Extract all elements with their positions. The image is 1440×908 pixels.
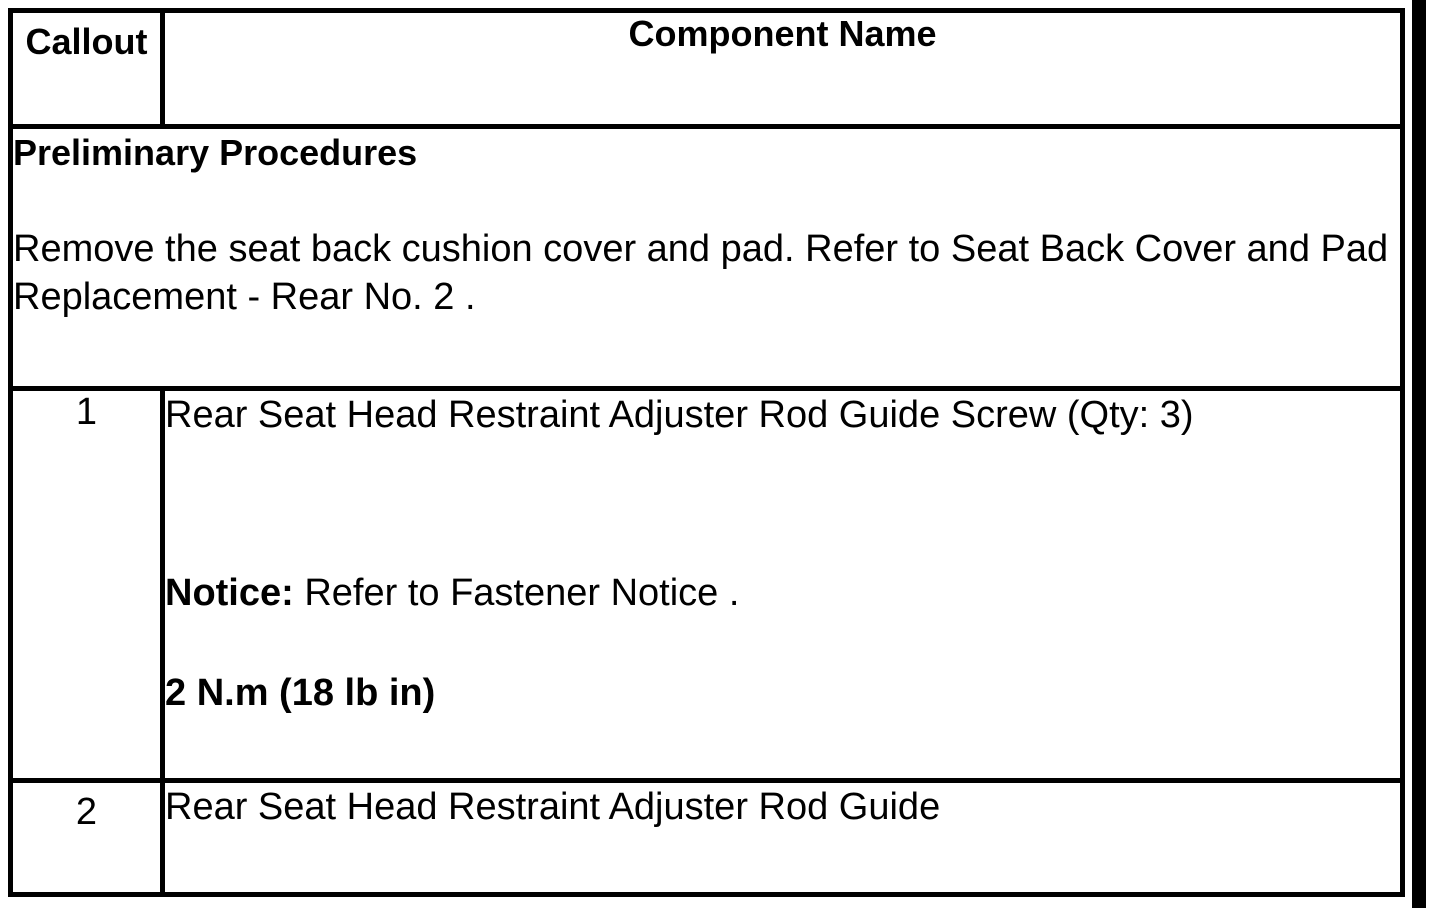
fastener-notice xyxy=(165,569,1400,617)
callout-number: 2 xyxy=(11,781,163,895)
page-edge-bar xyxy=(1412,0,1426,908)
component-name-column-header: Component Name xyxy=(163,11,1403,127)
table-header-row xyxy=(11,11,1403,127)
notice-text: Refer to Fastener Notice . xyxy=(293,572,740,614)
preliminary-procedures-cell xyxy=(11,127,1403,389)
component-cell xyxy=(163,389,1403,781)
table-row xyxy=(11,781,1403,895)
callout-column-header: Callout xyxy=(11,11,163,127)
component-cell xyxy=(163,781,1403,895)
preliminary-procedures-row xyxy=(11,127,1403,389)
torque-spec: 2 N.m (18 lb in) xyxy=(165,672,436,714)
table-row xyxy=(11,389,1403,781)
preliminary-procedures-title: Preliminary Procedures xyxy=(13,132,418,173)
component-name: Rear Seat Head Restraint Adjuster Rod Guide Screw (Qty: 3) xyxy=(165,394,1194,436)
notice-label: Notice: xyxy=(165,572,294,614)
callout-number: 1 xyxy=(11,389,163,781)
component-table xyxy=(8,8,1405,897)
component-name: Rear Seat Head Restraint Adjuster Rod Guide xyxy=(165,786,941,828)
preliminary-procedures-text: Remove the seat back cushion cover and pad. Refer to Seat Back Cover and Pad Replacement - Rear No. 2 . xyxy=(13,228,1389,318)
